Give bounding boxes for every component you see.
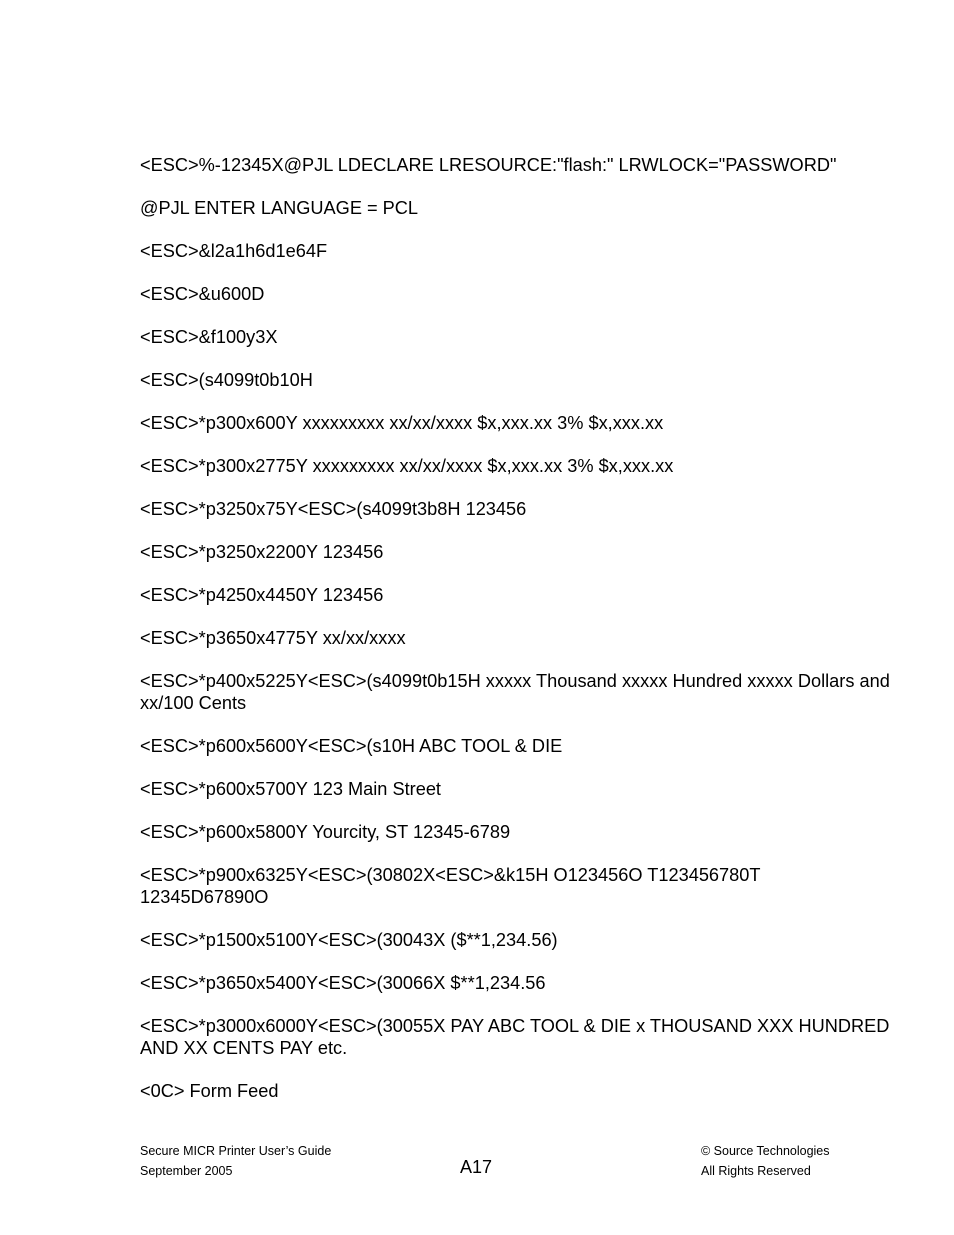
- copyright: © Source Technologies: [701, 1144, 830, 1158]
- command-line: <ESC>%-12345X@PJL LDECLARE LRESOURCE:"flash:" LRWLOCK="PASSWORD": [140, 155, 837, 175]
- footer-right: [701, 1141, 830, 1181]
- command-line: <ESC>*p300x600Y xxxxxxxxx xx/xx/xxxx $x,xxx.xx 3% $x,xxx.xx: [140, 413, 664, 433]
- page-number: A17: [460, 1157, 493, 1177]
- command-line: <ESC>*p300x2775Y xxxxxxxxx xx/xx/xxxx $x,xxx.xx 3% $x,xxx.xx: [140, 456, 674, 476]
- command-line: <ESC>*p3650x5400Y<ESC>(30066X $**1,234.56: [140, 973, 546, 993]
- command-line: <ESC>*p3250x2200Y 123456: [140, 542, 384, 562]
- command-line: <ESC>*p4250x4450Y 123456: [140, 585, 384, 605]
- command-line: <ESC>*p3000x6000Y<ESC>(30055X PAY ABC TOOL & DIE x THOUSAND XXX HUNDRED AND XX CENTS PAY etc.: [140, 1016, 894, 1058]
- page-footer: [0, 1141, 954, 1191]
- command-line: <ESC>*p3250x75Y<ESC>(s4099t3b8H 123456: [140, 499, 527, 519]
- command-line: <ESC>*p600x5800Y Yourcity, ST 12345-6789: [140, 822, 511, 842]
- command-line: <ESC>*p400x5225Y<ESC>(s4099t0b15H xxxxx Thousand xxxxx Hundred xxxxx Dollars and xx/100 Cents: [140, 671, 895, 713]
- command-line: <ESC>*p3650x4775Y xx/xx/xxxx: [140, 628, 406, 648]
- form-feed-line: <0C> Form Feed: [140, 1081, 279, 1101]
- publication-date: September 2005: [140, 1164, 233, 1178]
- command-line: @PJL ENTER LANGUAGE = PCL: [140, 198, 419, 218]
- command-line: <ESC>*p900x6325Y<ESC>(30802X<ESC>&k15H O123456O T123456780T 12345D67890O: [140, 865, 766, 907]
- rights-reserved: All Rights Reserved: [701, 1164, 811, 1178]
- document-body: [140, 154, 895, 1123]
- command-line: <ESC>(s4099t0b10H: [140, 370, 313, 390]
- command-line: <ESC>&u600D: [140, 284, 265, 304]
- footer-left: [140, 1141, 331, 1181]
- guide-title: Secure MICR Printer User’s Guide: [140, 1144, 332, 1158]
- command-line: <ESC>&f100y3X: [140, 327, 278, 347]
- command-line: <ESC>&l2a1h6d1e64F: [140, 241, 328, 261]
- command-line: <ESC>*p600x5600Y<ESC>(s10H ABC TOOL & DIE: [140, 736, 563, 756]
- command-line: <ESC>*p1500x5100Y<ESC>(30043X ($**1,234.56): [140, 930, 558, 950]
- command-line: <ESC>*p600x5700Y 123 Main Street: [140, 779, 441, 799]
